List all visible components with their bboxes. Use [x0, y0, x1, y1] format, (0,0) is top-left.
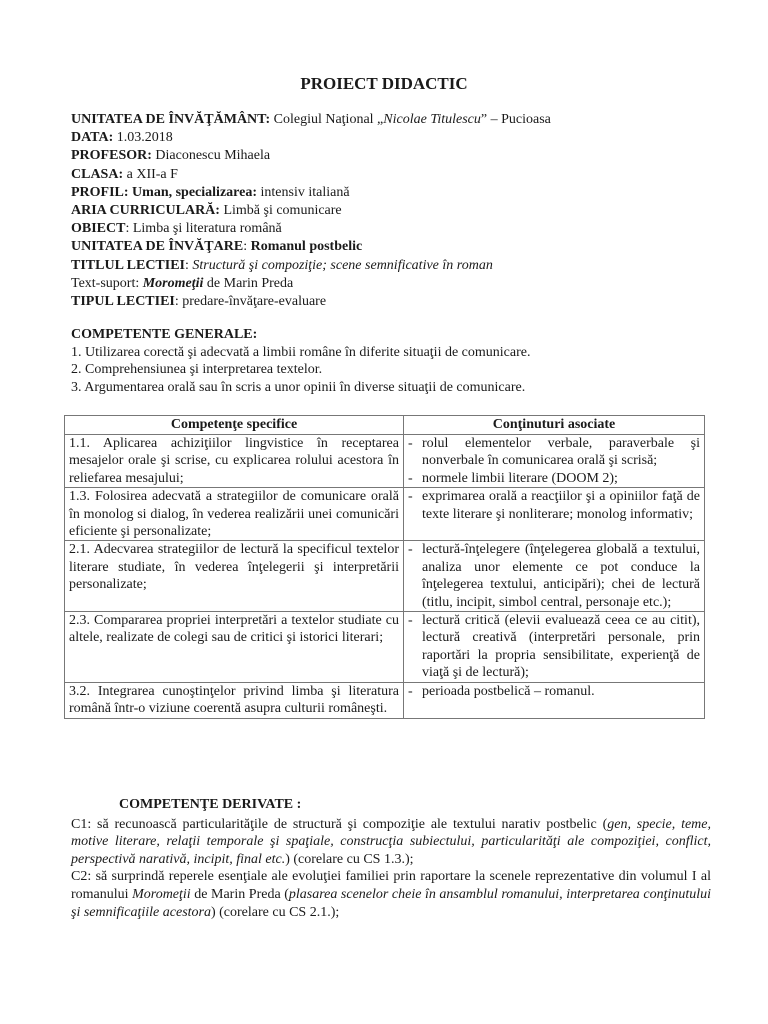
text-run: C1: să recunoască particularităţile de structură şi compoziţie ale textului narativ postbelic (	[71, 816, 608, 832]
school-name: Nicolae Titulescu	[383, 112, 481, 127]
table-row	[65, 682, 705, 718]
text-run: ) (corelare cu CS 1.3.);	[285, 851, 414, 867]
table-cell	[404, 612, 705, 683]
info-obiect	[71, 220, 711, 238]
info-clasa	[71, 166, 711, 184]
info-text-suport	[71, 275, 711, 293]
table-cell: 3.2. Integrarea cunoştinţelor privind limba şi literatura română într-o viziune coerentă asupra culturii româneşti.	[65, 682, 404, 718]
table-row	[65, 435, 705, 488]
column-header: Conţinuturi asociate	[404, 416, 705, 435]
derived-competence-c2	[71, 868, 711, 921]
info-value: ” – Pucioasa	[480, 112, 551, 127]
table-cell	[404, 435, 705, 488]
list-item-text: rolul elementelor verbale, paraverbale şi nonverbale în comunicarea orală şi scrisă;	[422, 436, 700, 469]
table-row	[65, 488, 705, 541]
list-item-text: lectură critică (elevii evaluează ceea ce au citit), lectură creativă (interpretări personale, prin raportări la propria sensibilitate, experienţă de viaţă şi de lectură);	[422, 613, 700, 681]
text-run: ) (corelare cu CS 2.1.);	[210, 904, 340, 920]
info-label: UNITATEA DE ÎNVĂŢARE	[71, 239, 244, 255]
info-value: de Marin Preda	[203, 275, 294, 291]
info-value: Limbă şi comunicare	[219, 203, 342, 219]
info-value: Structură şi compoziţie; scene semnificative în roman	[192, 257, 493, 273]
table-row	[65, 541, 705, 612]
list-item-text: normele limbii literare (DOOM 2);	[422, 470, 618, 486]
info-value: : predare-învăţare-evaluare	[174, 294, 327, 310]
info-profil	[71, 184, 711, 202]
info-value: a XII-a F	[123, 166, 178, 182]
info-label: TITLUL LECTIEI	[71, 257, 185, 273]
table-cell	[404, 541, 705, 612]
info-label: TIPUL LECTIEI	[71, 294, 175, 310]
text-run: plasarea scenelor cheie în ansamblul romanului, interpretarea conţinutului şi semnificaţiile acestora	[71, 886, 712, 920]
list-item: 1. Utilizarea corectă şi adecvată a limbii române în diferite situaţii de comunicare.	[71, 344, 531, 360]
info-profesor	[71, 147, 711, 165]
list-item: 2. Comprehensiunea şi interpretarea textelor.	[71, 362, 323, 377]
list-item: - perioada postbelică – romanul.	[408, 683, 700, 700]
info-data	[71, 129, 711, 147]
info-label: ARIA CURRICULARĂ:	[71, 203, 220, 219]
list-item: 3. Argumentarea orală sau în scris a unor opinii în diverse situaţii de comunicare.	[71, 379, 526, 395]
info-unitatea-invatare	[71, 238, 711, 256]
table-cell: 2.3. Compararea propriei interpretări a textelor studiate cu altele, realizate de colegi sau de critici şi istorici literari;	[65, 612, 404, 683]
info-value: intensiv italiană	[257, 184, 350, 200]
table-header-row	[65, 416, 705, 435]
info-tipul	[71, 293, 711, 311]
table-cell	[404, 488, 705, 541]
table-cell: 1.1. Aplicarea achiziţiilor lingvistice în receptarea mesajelor orale şi scrise, cu explicarea rolului acestora în reliefarea mesajului;	[65, 435, 404, 488]
list-item: - rolul elementelor verbale, paraverbale şi nonverbale în comunicarea orală şi scrisă;	[408, 436, 700, 469]
info-value: Diaconescu Mihaela	[151, 148, 271, 164]
list-item: - normele limbii literare (DOOM 2);	[408, 470, 700, 487]
competente-derivate	[71, 796, 711, 921]
table-cell: 2.1. Adecvarea strategiilor de lectură la specificul textelor literare studiate, în vederea înţelegerii şi interpretării personalizate;	[65, 541, 404, 612]
table-cell: 1.3. Folosirea adecvată a strategiilor de comunicare orală în monolog si dialog, în vederea realizării unei comunicări eficiente şi personalizate;	[65, 488, 404, 541]
info-aria	[71, 202, 711, 220]
text-run: C2: să surprindă reperele esenţiale ale evoluţiei familiei prin raportare la scenele reprezentative din volumul I al romanului	[71, 869, 711, 902]
list-item-text: lectură-înţelegere (înţelegerea globală a textului, analiza unor elemente ce pot conduce la înţelegerea textului, anticipări); chei de lectură (titlu, incipit, simbol central, personaje etc.);	[422, 542, 700, 610]
text-run: Moromeţii	[132, 886, 191, 902]
info-label: OBIECT	[71, 221, 126, 237]
lesson-info	[71, 111, 711, 311]
info-sep: :	[185, 257, 193, 273]
competente-generale	[71, 326, 731, 396]
info-value: : Limba şi literatura română	[125, 221, 282, 237]
info-label: UNITATEA DE ÎNVĂŢĂMÂNT:	[71, 112, 271, 127]
list-item: - lectură critică (elevii evaluează ceea ce au citit), lectură creativă (interpretări personale, prin raportări la propria sensibilitate, experienţă de viaţă şi de lectură);	[408, 613, 700, 681]
info-value: Romanul postbelic	[250, 239, 363, 255]
info-value: Colegiul Naţional „	[270, 112, 384, 127]
derived-competence-c1	[71, 816, 711, 869]
list-item-text: perioada postbelică – romanul.	[422, 683, 595, 699]
info-label: Text-suport:	[71, 275, 143, 291]
info-label: CLASA:	[71, 166, 124, 182]
section-heading: COMPETENŢE DERIVATE :	[119, 797, 302, 812]
table-row	[65, 612, 705, 683]
column-header: Competenţe specifice	[65, 416, 404, 435]
list-item-text: exprimarea orală a reacţiilor şi a opiniilor faţă de texte literare şi nonliterare; monolog informativ;	[422, 489, 700, 522]
info-label: PROFESOR:	[71, 148, 152, 164]
info-value: 1.03.2018	[113, 130, 173, 146]
list-item: - lectură-înţelegere (înţelegerea globală a textului, analiza unor elemente ce pot conduce la înţelegerea textului, anticipări); chei de lectură (titlu, incipit, simbol central, personaje etc.);	[408, 542, 700, 610]
text-run: gen, specie, teme, motive literare, relaţii temporale şi spaţiale, construcţia subiectului, particularităţi ale compoziţiei, conflict, perspectivă narativă, incipit, final etc.	[71, 816, 711, 867]
list-item: - exprimarea orală a reacţiilor şi a opiniilor faţă de texte literare şi nonliterare; monolog informativ;	[408, 489, 700, 522]
info-sep: :	[243, 239, 251, 255]
book-title: Moromeţii	[142, 275, 204, 291]
competences-table	[64, 415, 705, 719]
section-heading: COMPETENTE GENERALE:	[71, 327, 258, 342]
table-cell	[404, 682, 705, 718]
info-label: DATA:	[71, 130, 114, 146]
info-label: PROFIL: Uman, specializarea:	[71, 184, 257, 200]
text-run: de Marin Preda (	[190, 886, 289, 902]
info-unitatea	[71, 111, 711, 129]
page-title: PROIECT DIDACTIC	[300, 74, 468, 93]
info-titlul	[71, 257, 711, 275]
